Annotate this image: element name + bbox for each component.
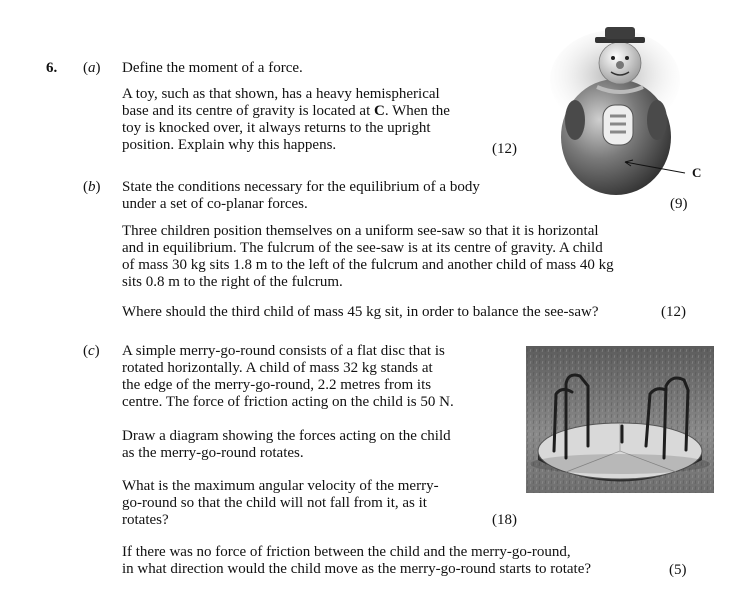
seesaw-line-3: of mass 30 kg sits 1.8 m to the left of the fulcrum and another child of mass 40 kg bbox=[122, 257, 614, 273]
toy-left-arm bbox=[565, 100, 585, 140]
toy-c-label: C bbox=[692, 165, 702, 180]
mgr-line-2: rotated horizontally. A child of mass 32 kg stands at bbox=[122, 360, 433, 376]
question-number: 6. bbox=[46, 60, 58, 76]
part-b-conditions-marks: (9) bbox=[670, 196, 688, 212]
part-b-label: (b) bbox=[83, 179, 101, 195]
toy-hat-crown bbox=[605, 27, 635, 39]
seesaw-line-1: Three children position themselves on a uniform see-saw so that it is horizontal bbox=[122, 223, 599, 239]
max-line-2: go-round so that the child will not fall from it, as it bbox=[122, 495, 427, 511]
part-c-nofriction-marks: (5) bbox=[669, 562, 687, 578]
part-c-max-marks: (18) bbox=[492, 512, 517, 528]
toy-line-2: base and its centre of gravity is located at C. When the bbox=[122, 103, 450, 119]
part-c-max-paragraph bbox=[122, 478, 478, 529]
max-line-3: rotates? bbox=[122, 512, 169, 528]
draw-line-1: Draw a diagram showing the forces acting on the child bbox=[122, 428, 451, 444]
toy-line-1: A toy, such as that shown, has a heavy hemispherical bbox=[122, 86, 440, 102]
conditions-line-2: under a set of co-planar forces. bbox=[122, 196, 308, 212]
toy-nose bbox=[616, 61, 624, 69]
draw-line-2: as the merry-go-round rotates. bbox=[122, 445, 304, 461]
mgr-shadow bbox=[530, 454, 710, 474]
merry-go-round-photo bbox=[526, 346, 714, 493]
mgr-line-4: centre. The force of friction acting on the child is 50 N. bbox=[122, 394, 454, 410]
part-a-label: (a) bbox=[83, 60, 101, 76]
part-a-toy-paragraph bbox=[122, 86, 481, 154]
max-line-1: What is the maximum angular velocity of the merry- bbox=[122, 478, 439, 494]
part-b-conditions-text bbox=[122, 179, 480, 213]
toy-point-c: C bbox=[374, 103, 385, 119]
mgr-line-3: the edge of the merry-go-round, 2.2 metres from its bbox=[122, 377, 432, 393]
part-b-where-text: Where should the third child of mass 45 kg sit, in order to balance the see-saw? bbox=[122, 304, 599, 320]
mgr-line-1: A simple merry-go-round consists of a flat disc that is bbox=[122, 343, 445, 359]
part-c-label: (c) bbox=[83, 343, 100, 359]
part-a-define-text: Define the moment of a force. bbox=[122, 60, 303, 76]
part-c-mgr-paragraph bbox=[122, 343, 480, 411]
toy-line-4: position. Explain why this happens. bbox=[122, 137, 337, 153]
part-a-marks: (12) bbox=[492, 141, 517, 157]
conditions-line-1: State the conditions necessary for the equilibrium of a body bbox=[122, 179, 480, 195]
seesaw-line-2: and in equilibrium. The fulcrum of the see-saw is at its centre of gravity. A child bbox=[122, 240, 603, 256]
toy-eye bbox=[625, 56, 629, 60]
toy-line-3: toy is knocked over, it always returns to the upright bbox=[122, 120, 431, 136]
nofric-line-1: If there was no force of friction between the child and the merry-go-round, bbox=[122, 544, 571, 560]
seesaw-line-4: sits 0.8 m to the right of the fulcrum. bbox=[122, 274, 343, 290]
part-c-draw-text bbox=[122, 428, 451, 462]
part-c-nofriction-text bbox=[122, 544, 591, 578]
toy-right-arm bbox=[647, 100, 667, 140]
toy-figure bbox=[545, 25, 695, 205]
toy-eye bbox=[611, 56, 615, 60]
nofric-line-2: in what direction would the child move as the merry-go-round starts to rotate? bbox=[122, 561, 592, 577]
part-b-seesaw-paragraph bbox=[122, 223, 652, 291]
part-b-where-marks: (12) bbox=[661, 304, 686, 320]
